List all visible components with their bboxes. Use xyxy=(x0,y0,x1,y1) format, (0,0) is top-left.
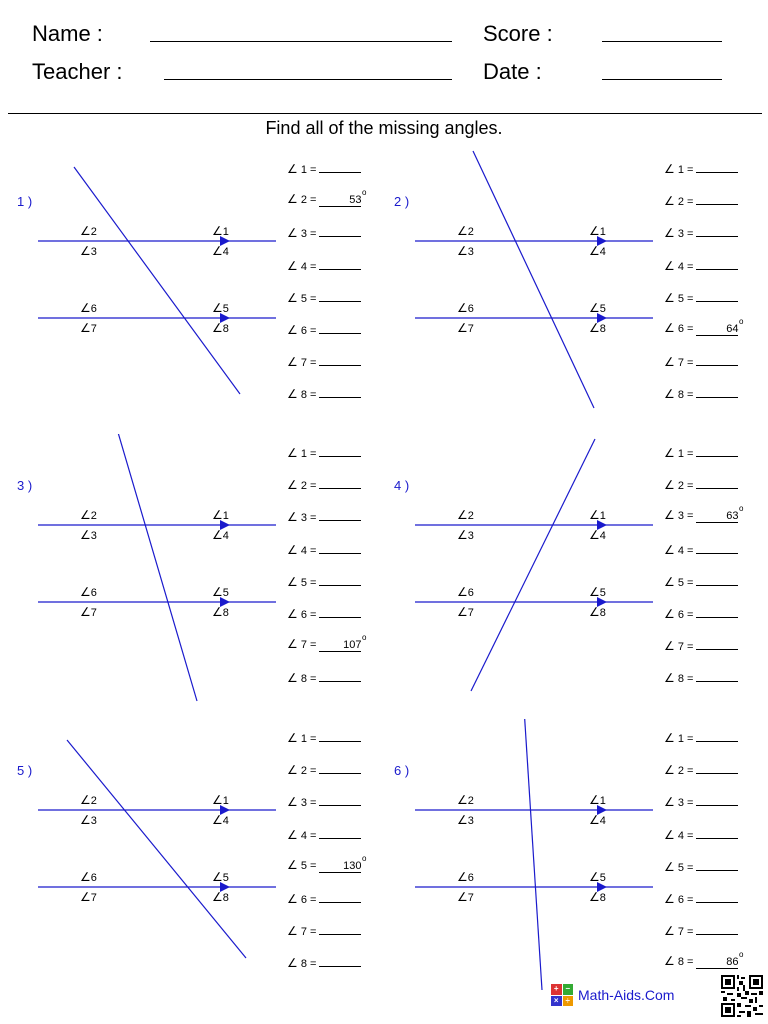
angle-icon: ∠ xyxy=(80,224,91,238)
answer-row-6: ∠ 6 = xyxy=(287,605,361,623)
angle-label-4: ∠4 xyxy=(212,244,229,258)
answer-row-3: ∠ 3 = xyxy=(287,793,361,811)
answer-row-2: ∠ 2 = xyxy=(287,761,361,779)
answer-row-6: ∠ 6 = xyxy=(664,605,738,623)
angle-label-7: ∠7 xyxy=(457,321,474,335)
score-label: Score : xyxy=(483,21,553,46)
answer-blank-given: 86 o xyxy=(696,956,738,969)
angle-icon: ∠ xyxy=(664,731,675,745)
angle-icon: ∠ xyxy=(664,795,675,810)
angle-icon: ∠ xyxy=(664,162,675,176)
answer-row-3: ∠ 3 = xyxy=(287,508,361,526)
angle-label-4: ∠4 xyxy=(589,244,606,258)
angle-label-2: ∠2 xyxy=(80,793,97,807)
angle-icon: ∠ xyxy=(664,859,675,874)
angle-icon: ∠ xyxy=(287,892,298,906)
angle-icon: ∠ xyxy=(80,585,91,599)
name-line[interactable] xyxy=(150,41,452,42)
answer-row-4: ∠ 4 = xyxy=(664,257,738,275)
angle-label-3: ∠3 xyxy=(457,528,474,542)
answer-row-3: ∠ 3 = xyxy=(664,224,738,242)
angle-label-7: ∠7 xyxy=(80,605,97,619)
angle-label-2: ∠2 xyxy=(457,224,474,238)
problem-1 xyxy=(0,150,384,435)
angle-icon: ∠ xyxy=(589,870,600,884)
answer-row-8: ∠ 8 = xyxy=(664,385,738,403)
angle-icon: ∠ xyxy=(212,890,223,904)
angle-icon: ∠ xyxy=(664,639,675,654)
angle-label-8: ∠8 xyxy=(589,605,606,619)
angle-label-1: ∠1 xyxy=(589,224,606,238)
angle-icon: ∠ xyxy=(212,528,223,542)
angle-label-8: ∠8 xyxy=(212,321,229,335)
angle-label-1: ∠1 xyxy=(212,224,229,238)
answer-blank[interactable] xyxy=(696,160,738,173)
angle-label-1: ∠1 xyxy=(589,793,606,807)
instructions: Find all of the missing angles. xyxy=(265,118,503,138)
angle-icon: ∠ xyxy=(589,224,600,238)
angle-icon: ∠ xyxy=(664,542,675,557)
answer-blank[interactable] xyxy=(696,729,738,742)
angle-icon: ∠ xyxy=(287,290,298,305)
answer-row-8: ∠ 8 = 86 o xyxy=(664,950,744,969)
answer-blank[interactable] xyxy=(696,605,738,618)
answer-blank[interactable] xyxy=(319,890,361,903)
answer-row-8: ∠ 8 = xyxy=(664,669,738,687)
answer-row-1: ∠ 1 = xyxy=(287,160,361,178)
angle-label-6: ∠6 xyxy=(80,870,97,884)
angle-icon: ∠ xyxy=(287,956,298,971)
answer-blank[interactable] xyxy=(319,541,361,554)
angle-icon: ∠ xyxy=(457,301,468,315)
angle-icon: ∠ xyxy=(589,793,600,807)
answer-blank[interactable] xyxy=(696,224,738,237)
answer-blank[interactable] xyxy=(696,476,738,489)
degree-icon: o xyxy=(739,504,744,514)
problem-number: 1 ) xyxy=(17,194,33,209)
angle-icon: ∠ xyxy=(287,827,298,842)
angle-label-3: ∠3 xyxy=(80,528,97,542)
angle-label-7: ∠7 xyxy=(80,321,97,335)
answer-blank[interactable] xyxy=(696,922,738,935)
transversal-line xyxy=(117,434,197,701)
header-divider xyxy=(8,113,762,114)
angle-icon: ∠ xyxy=(457,224,468,238)
answer-blank[interactable] xyxy=(319,761,361,774)
angle-icon: ∠ xyxy=(212,605,223,619)
footer-brand xyxy=(551,984,674,1006)
answer-blank[interactable] xyxy=(696,289,738,302)
answer-blank[interactable] xyxy=(696,353,738,366)
answer-blank-given: 130 o xyxy=(319,860,361,873)
angle-label-6: ∠6 xyxy=(457,870,474,884)
angle-icon: ∠ xyxy=(287,795,298,810)
angle-icon: ∠ xyxy=(80,870,91,884)
angle-icon: ∠ xyxy=(589,813,600,827)
angle-label-7: ∠7 xyxy=(80,890,97,904)
answer-blank[interactable] xyxy=(319,954,361,967)
angle-icon: ∠ xyxy=(457,890,468,904)
angle-icon: ∠ xyxy=(664,258,675,273)
angle-label-2: ∠2 xyxy=(457,793,474,807)
degree-icon: o xyxy=(362,853,367,863)
angle-icon: ∠ xyxy=(287,192,298,207)
answer-blank[interactable] xyxy=(319,289,361,302)
angle-label-8: ∠8 xyxy=(589,890,606,904)
answer-row-6: ∠ 6 = xyxy=(287,890,361,908)
answer-row-1: ∠ 1 = xyxy=(664,444,738,462)
problem-4 xyxy=(377,434,761,719)
angle-icon: ∠ xyxy=(287,857,298,872)
angle-icon: ∠ xyxy=(664,355,675,370)
answer-row-4: ∠ 4 = xyxy=(287,826,361,844)
answer-row-5: ∠ 5 = xyxy=(664,573,738,591)
answer-blank[interactable] xyxy=(696,669,738,682)
answer-row-2: ∠ 2 = xyxy=(664,761,738,779)
angle-icon: ∠ xyxy=(457,321,468,335)
angle-label-5: ∠5 xyxy=(589,585,606,599)
angle-icon: ∠ xyxy=(80,244,91,258)
answer-row-2: ∠ 2 = xyxy=(664,476,738,494)
angle-icon: ∠ xyxy=(664,671,675,686)
transversal-line xyxy=(471,439,595,691)
answer-blank[interactable] xyxy=(696,826,738,839)
answer-blank[interactable] xyxy=(319,353,361,366)
angle-icon: ∠ xyxy=(457,585,468,599)
angle-icon: ∠ xyxy=(287,478,298,493)
answer-blank[interactable] xyxy=(319,385,361,398)
angle-label-5: ∠5 xyxy=(212,585,229,599)
answer-blank[interactable] xyxy=(319,160,361,173)
angle-icon: ∠ xyxy=(589,321,600,335)
angle-icon: ∠ xyxy=(287,763,298,778)
answer-row-2: ∠ 2 = xyxy=(664,192,738,210)
angle-icon: ∠ xyxy=(287,510,298,525)
answer-row-3: ∠ 3 = xyxy=(287,224,361,242)
angle-icon: ∠ xyxy=(664,226,675,241)
answer-blank[interactable] xyxy=(696,541,738,554)
angle-icon: ∠ xyxy=(287,323,298,337)
angle-icon: ∠ xyxy=(80,321,91,335)
date-line[interactable] xyxy=(602,79,722,80)
answer-blank[interactable] xyxy=(319,826,361,839)
angle-label-6: ∠6 xyxy=(457,301,474,315)
answer-row-8: ∠ 8 = xyxy=(287,954,361,972)
angle-label-4: ∠4 xyxy=(212,813,229,827)
answer-blank[interactable] xyxy=(696,761,738,774)
angle-icon: ∠ xyxy=(664,607,675,621)
answer-row-4: ∠ 4 = xyxy=(664,826,738,844)
answer-row-7: ∠ 7 = xyxy=(664,637,738,655)
answer-blank[interactable] xyxy=(319,922,361,935)
angle-label-8: ∠8 xyxy=(212,605,229,619)
angle-icon: ∠ xyxy=(80,793,91,807)
angle-icon: ∠ xyxy=(212,793,223,807)
angle-label-3: ∠3 xyxy=(457,813,474,827)
answer-blank[interactable] xyxy=(696,257,738,270)
answer-row-8: ∠ 8 = xyxy=(287,385,361,403)
answer-blank[interactable] xyxy=(319,257,361,270)
answer-row-3: ∠ 3 = 63 o xyxy=(664,504,744,523)
answer-blank[interactable] xyxy=(319,729,361,742)
answer-blank[interactable] xyxy=(696,793,738,806)
angle-icon: ∠ xyxy=(212,321,223,335)
angle-icon: ∠ xyxy=(664,574,675,589)
angle-icon: ∠ xyxy=(287,574,298,589)
angle-label-5: ∠5 xyxy=(212,870,229,884)
angle-label-6: ∠6 xyxy=(80,301,97,315)
angle-icon: ∠ xyxy=(457,244,468,258)
angle-icon: ∠ xyxy=(80,890,91,904)
angle-label-4: ∠4 xyxy=(212,528,229,542)
degree-icon: o xyxy=(739,950,744,960)
angle-label-7: ∠7 xyxy=(457,890,474,904)
answer-row-7: ∠ 7 = xyxy=(287,353,361,371)
degree-icon: o xyxy=(362,633,367,643)
angle-label-7: ∠7 xyxy=(457,605,474,619)
answer-blank[interactable] xyxy=(696,858,738,871)
problem-number: 3 ) xyxy=(17,478,33,493)
answer-blank[interactable] xyxy=(319,793,361,806)
angle-label-4: ∠4 xyxy=(589,813,606,827)
problem-2 xyxy=(377,150,761,435)
angle-label-3: ∠3 xyxy=(80,244,97,258)
angle-label-5: ∠5 xyxy=(589,301,606,315)
angle-icon: ∠ xyxy=(287,637,298,652)
angle-icon: ∠ xyxy=(589,528,600,542)
answer-row-1: ∠ 1 = xyxy=(287,444,361,462)
answer-row-8: ∠ 8 = xyxy=(287,669,361,687)
angle-icon: ∠ xyxy=(664,387,675,402)
answer-blank[interactable] xyxy=(696,890,738,903)
answer-row-5: ∠ 5 = xyxy=(664,289,738,307)
angle-icon: ∠ xyxy=(287,387,298,402)
angle-icon: ∠ xyxy=(664,892,675,906)
angle-label-1: ∠1 xyxy=(212,793,229,807)
angle-icon: ∠ xyxy=(589,508,600,522)
problem-6 xyxy=(377,719,761,1004)
angle-label-3: ∠3 xyxy=(80,813,97,827)
angle-label-1: ∠1 xyxy=(212,508,229,522)
degree-icon: o xyxy=(362,188,367,198)
problem-number: 4 ) xyxy=(394,478,410,493)
angle-icon: ∠ xyxy=(287,671,298,686)
name-label: Name : xyxy=(32,21,103,46)
answer-blank[interactable] xyxy=(696,637,738,650)
angle-icon: ∠ xyxy=(287,226,298,241)
transversal-line xyxy=(74,167,240,394)
teacher-label: Teacher : xyxy=(32,59,123,84)
angle-icon: ∠ xyxy=(664,827,675,842)
transversal-line xyxy=(524,719,542,990)
angle-icon: ∠ xyxy=(457,793,468,807)
answer-row-1: ∠ 1 = xyxy=(287,729,361,747)
score-line[interactable] xyxy=(602,41,722,42)
answer-row-5: ∠ 5 = xyxy=(287,289,361,307)
answer-row-5: ∠ 5 = xyxy=(287,573,361,591)
angle-icon: ∠ xyxy=(589,890,600,904)
problem-number: 5 ) xyxy=(17,763,33,778)
angle-icon: ∠ xyxy=(287,162,298,176)
answer-blank[interactable] xyxy=(319,508,361,521)
answer-row-6: ∠ 6 = 64 o xyxy=(664,317,744,335)
calculator-logo-icon: + − × ÷ xyxy=(551,984,573,1006)
transversal-line xyxy=(67,740,246,958)
degree-icon: o xyxy=(739,317,744,326)
teacher-line[interactable] xyxy=(164,79,452,80)
qr-code-icon xyxy=(721,975,763,1017)
angle-label-6: ∠6 xyxy=(457,585,474,599)
answer-blank-given: 107 o xyxy=(319,639,361,652)
problem-3 xyxy=(0,434,384,719)
angle-icon: ∠ xyxy=(212,870,223,884)
answer-blank[interactable] xyxy=(319,476,361,489)
answer-blank-given: 63 o xyxy=(696,510,738,523)
answer-blank[interactable] xyxy=(319,224,361,237)
angle-label-3: ∠3 xyxy=(457,244,474,258)
angle-icon: ∠ xyxy=(80,508,91,522)
answer-blank[interactable] xyxy=(319,321,361,334)
angle-label-5: ∠5 xyxy=(589,870,606,884)
angle-icon: ∠ xyxy=(457,508,468,522)
angle-icon: ∠ xyxy=(664,508,675,523)
angle-label-2: ∠2 xyxy=(457,508,474,522)
problem-5 xyxy=(0,719,384,1004)
answer-blank[interactable] xyxy=(696,573,738,586)
angle-icon: ∠ xyxy=(664,290,675,305)
answer-row-1: ∠ 1 = xyxy=(664,160,738,178)
angle-icon: ∠ xyxy=(212,301,223,315)
angle-icon: ∠ xyxy=(80,813,91,827)
answer-row-2: ∠ 2 = xyxy=(287,476,361,494)
angle-label-8: ∠8 xyxy=(212,890,229,904)
angle-label-2: ∠2 xyxy=(80,508,97,522)
date-label: Date : xyxy=(483,59,542,84)
answer-row-7: ∠ 7 = 107 o xyxy=(287,633,367,652)
angle-icon: ∠ xyxy=(664,763,675,778)
angle-icon: ∠ xyxy=(80,528,91,542)
answer-row-2: ∠ 2 = 53 o xyxy=(287,188,367,207)
answer-blank[interactable] xyxy=(696,385,738,398)
angle-icon: ∠ xyxy=(212,813,223,827)
angle-icon: ∠ xyxy=(664,446,675,460)
answer-blank-given: 64 o xyxy=(696,323,738,336)
angle-icon: ∠ xyxy=(589,605,600,619)
answer-blank[interactable] xyxy=(696,444,738,457)
angle-icon: ∠ xyxy=(664,321,675,335)
problem-number: 6 ) xyxy=(394,763,410,778)
transversal-line xyxy=(473,151,594,408)
angle-label-4: ∠4 xyxy=(589,528,606,542)
angle-icon: ∠ xyxy=(212,508,223,522)
answer-row-6: ∠ 6 = xyxy=(287,321,361,339)
answer-blank[interactable] xyxy=(696,192,738,205)
angle-label-8: ∠8 xyxy=(589,321,606,335)
answer-blank-given: 53 o xyxy=(319,194,361,207)
angle-icon: ∠ xyxy=(664,924,675,939)
answer-blank[interactable] xyxy=(319,605,361,618)
answer-row-6: ∠ 6 = xyxy=(664,890,738,908)
angle-icon: ∠ xyxy=(80,605,91,619)
angle-icon: ∠ xyxy=(212,244,223,258)
answer-blank[interactable] xyxy=(319,573,361,586)
answer-row-4: ∠ 4 = xyxy=(664,541,738,559)
angle-icon: ∠ xyxy=(457,528,468,542)
angle-icon: ∠ xyxy=(589,301,600,315)
angle-icon: ∠ xyxy=(80,301,91,315)
angle-label-2: ∠2 xyxy=(80,224,97,238)
angle-label-6: ∠6 xyxy=(80,585,97,599)
angle-icon: ∠ xyxy=(287,607,298,621)
answer-row-7: ∠ 7 = xyxy=(287,922,361,940)
angle-icon: ∠ xyxy=(457,605,468,619)
angle-icon: ∠ xyxy=(664,954,675,969)
angle-label-1: ∠1 xyxy=(589,508,606,522)
answer-row-5: ∠ 5 = 130 o xyxy=(287,853,367,872)
answer-row-1: ∠ 1 = xyxy=(664,729,738,747)
angle-icon: ∠ xyxy=(287,355,298,370)
angle-icon: ∠ xyxy=(664,478,675,493)
angle-icon: ∠ xyxy=(212,224,223,238)
answer-blank[interactable] xyxy=(319,444,361,457)
answer-row-4: ∠ 4 = xyxy=(287,257,361,275)
angle-icon: ∠ xyxy=(287,731,298,745)
answer-row-5: ∠ 5 = xyxy=(664,858,738,876)
answer-row-7: ∠ 7 = xyxy=(664,922,738,940)
angle-icon: ∠ xyxy=(287,924,298,939)
angle-icon: ∠ xyxy=(664,194,675,209)
angle-icon: ∠ xyxy=(287,258,298,273)
angle-icon: ∠ xyxy=(287,542,298,557)
answer-row-4: ∠ 4 = xyxy=(287,541,361,559)
answer-blank[interactable] xyxy=(319,669,361,682)
angle-icon: ∠ xyxy=(589,244,600,258)
brand-text: Math-Aids.Com xyxy=(578,987,675,1003)
angle-icon: ∠ xyxy=(457,813,468,827)
answer-row-7: ∠ 7 = xyxy=(664,353,738,371)
answer-row-3: ∠ 3 = xyxy=(664,793,738,811)
angle-icon: ∠ xyxy=(589,585,600,599)
angle-icon: ∠ xyxy=(287,446,298,460)
angle-icon: ∠ xyxy=(212,585,223,599)
angle-label-5: ∠5 xyxy=(212,301,229,315)
problem-number: 2 ) xyxy=(394,194,410,209)
angle-icon: ∠ xyxy=(457,870,468,884)
